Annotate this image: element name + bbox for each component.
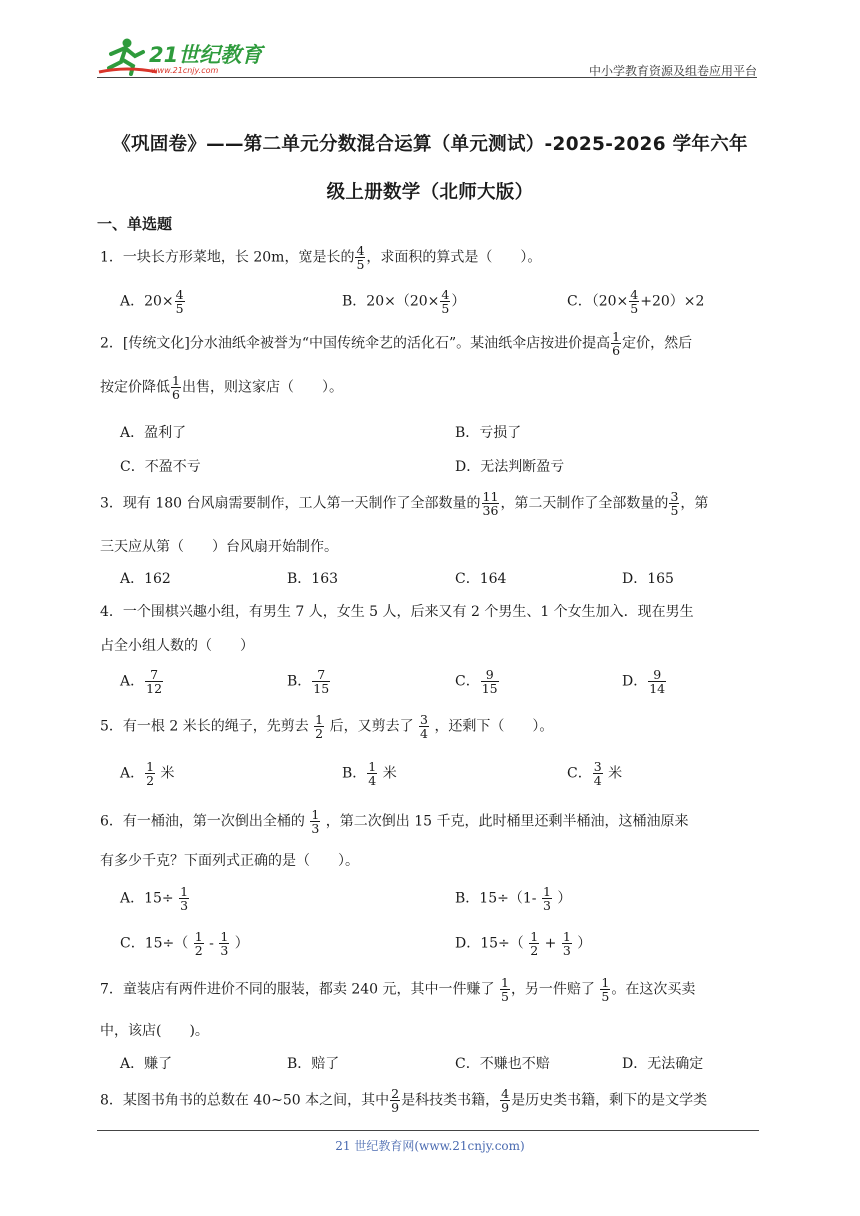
footer-link[interactable]: 21 世纪教育网(www.21cnjy.com) <box>335 1139 525 1153</box>
header-platform-text: 中小学教育资源及组卷应用平台 <box>588 64 757 78</box>
q5-option-c[interactable]: C． $\frac{3}{4}$ 米 <box>567 759 623 789</box>
question-7: 7．童装店有两件进价不同的服装，都卖 240 元，其中一件赚了 $\frac{1}{5}$ ，另一件赔了 $\frac{1}{5}$ 。在这次买卖 <box>100 975 696 1005</box>
logo-url-text: www.21cnjy.com <box>151 66 219 75</box>
question-3: 3．现有 180 台风扇需要制作，工人第一天制作了全部数量的 $\frac{11}{36}$ ，第二天制作了全部数量的 $\frac{3}{5}$ ，第 <box>100 489 709 519</box>
q4-option-c[interactable]: C． $\frac{9}{15}$ <box>455 667 498 697</box>
section-heading: 一、单选题 <box>97 215 173 233</box>
q1-option-c[interactable]: C．（20× $\frac{4}{5}$ +20）×2 <box>567 287 705 317</box>
question-5: 5．有一根 2 米长的绳子，先剪去 $\frac{1}{2}$ 后，又剪去了 $\frac{3}{4}$ ，还剩下（ ）。 <box>100 712 554 742</box>
q4-option-d[interactable]: D． $\frac{9}{14}$ <box>622 667 666 697</box>
question-4-line2: 占全小组人数的（ ） <box>100 638 254 654</box>
q2-option-d[interactable]: D．无法判断盈亏 <box>455 459 565 475</box>
q2-option-a[interactable]: A．盈利了 <box>120 425 187 441</box>
q6-option-b[interactable]: B．15÷（1- $\frac{1}{3}$ ） <box>455 884 572 914</box>
q2-option-c[interactable]: C．不盈不亏 <box>120 459 201 475</box>
q7-option-c[interactable]: C．不赚也不赔 <box>455 1056 550 1072</box>
logo-text: 21世纪教育 <box>149 43 263 67</box>
question-6-line2: 有多少千克？下面列式正确的是（ ）。 <box>100 853 359 869</box>
q1-option-a[interactable]: A．20× $\frac{4}{5}$ <box>120 287 184 317</box>
q6-option-a[interactable]: A．15÷ $\frac{1}{3}$ <box>120 884 189 914</box>
q7-option-b[interactable]: B．赔了 <box>287 1056 340 1072</box>
question-7-line2: 中，该店( )。 <box>100 1023 209 1039</box>
question-1: 1．一块长方形菜地，长 20m，宽是长的 $\frac{4}{5}$ ，求面积的算式是（ ）。 <box>100 243 542 273</box>
runner-logo-icon <box>97 36 267 76</box>
q4-option-b[interactable]: B． $\frac{7}{15}$ <box>287 667 330 697</box>
q2-option-b[interactable]: B．亏损了 <box>455 425 522 441</box>
q3-option-d[interactable]: D．165 <box>622 571 674 587</box>
question-2: 2．[传统文化]分水油纸伞被誉为“中国传统伞艺的活化石”。某油纸伞店按进价提高 $\frac{1}{6}$ 定价，然后 <box>100 329 693 359</box>
question-2-line2: 按定价降低 $\frac{1}{6}$ 出售，则这家店（ ）。 <box>100 373 343 403</box>
header-divider <box>97 77 757 78</box>
q3-option-a[interactable]: A．162 <box>120 571 171 587</box>
q7-option-d[interactable]: D．无法确定 <box>622 1056 704 1072</box>
site-logo <box>97 36 267 76</box>
fraction: $\frac{4}{5}$ <box>356 243 365 273</box>
q7-option-a[interactable]: A．赚了 <box>120 1056 173 1072</box>
question-3-line2: 三天应从第（ ）台风扇开始制作。 <box>100 539 338 555</box>
q1-option-b[interactable]: B．20×（20× $\frac{4}{5}$ ） <box>342 287 466 317</box>
question-8: 8．某图书角书的总数在 40~50 本之间，其中 $\frac{2}{9}$ 是科技类书籍， $\frac{4}{9}$ 是历史类书籍，剩下的是文学类 <box>100 1086 708 1116</box>
q4-option-a[interactable]: A． $\frac{7}{12}$ <box>120 667 163 697</box>
footer-divider <box>97 1130 759 1131</box>
q6-option-c[interactable]: C．15÷（ $\frac{1}{2}$ - $\frac{1}{3}$ ） <box>120 929 249 959</box>
question-6: 6．有一桶油，第一次倒出全桶的 $\frac{1}{3}$ ，第二次倒出 15 千克，此时桶里还剩半桶油，这桶油原来 <box>100 807 689 837</box>
q3-option-c[interactable]: C．164 <box>455 571 507 587</box>
q3-option-b[interactable]: B．163 <box>287 571 339 587</box>
q5-option-b[interactable]: B． $\frac{1}{4}$ 米 <box>342 759 397 789</box>
document-title-line1: 《巩固卷》——第二单元分数混合运算（单元测试）-2025-2026 学年六年 <box>112 134 748 155</box>
document-title-line2: 级上册数学（北师大版） <box>326 182 534 203</box>
q6-option-d[interactable]: D．15÷（ $\frac{1}{2}$ + $\frac{1}{3}$ ） <box>455 929 592 959</box>
q5-option-a[interactable]: A． $\frac{1}{2}$ 米 <box>120 759 175 789</box>
page-header <box>97 30 757 80</box>
question-4: 4．一个围棋兴趣小组，有男生 7 人，女生 5 人，后来又有 2 个男生、1 个女生加入．现在男生 <box>100 604 694 620</box>
